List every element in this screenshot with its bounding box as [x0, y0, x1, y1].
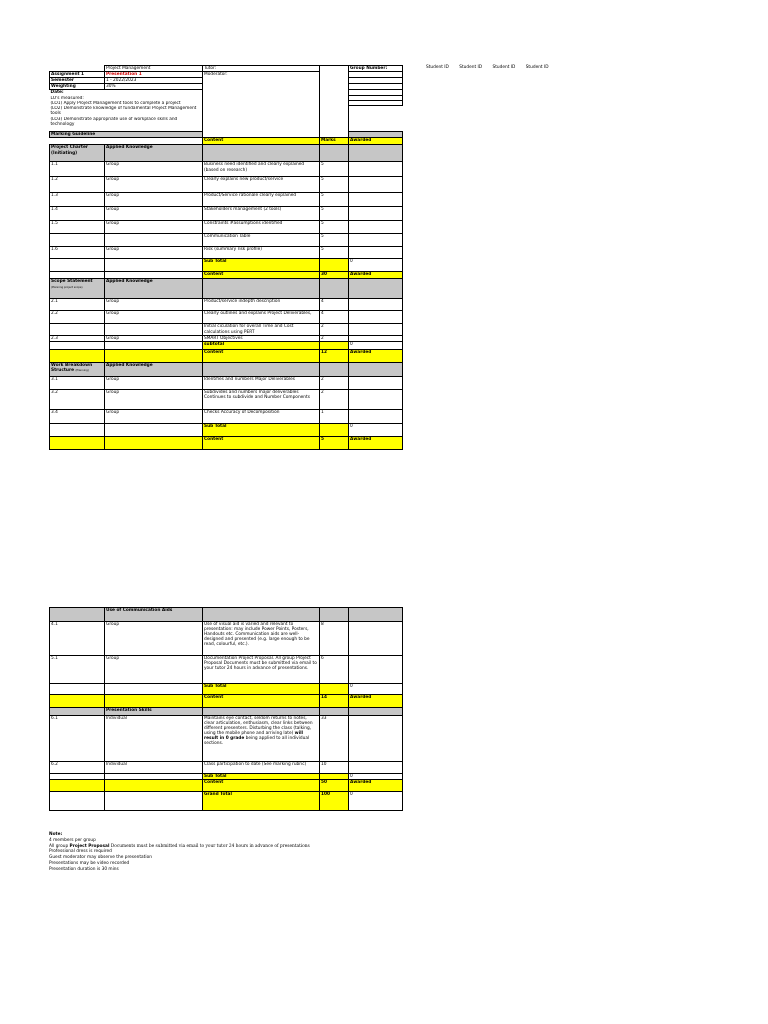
note-line: Guest moderator may observe the presentation: [49, 855, 152, 861]
criterion-id: 4.1: [50, 622, 105, 656]
lo1-text: (LO1) Apply Project Management tools to complete a project: [50, 100, 181, 106]
criterion-description: Business need identified and clearly explained (based on research): [203, 162, 320, 177]
criterion-id: 6.1: [50, 716, 105, 762]
awarded-input[interactable]: [349, 311, 403, 324]
table-row: [50, 324, 403, 335]
criterion-description: Product/service indepth description: [203, 299, 320, 311]
criterion-marks: 5: [320, 162, 349, 177]
awarded-input[interactable]: [349, 193, 403, 207]
criterion-marks: 4: [320, 299, 349, 311]
note-line: 4 members per group: [49, 837, 96, 843]
table-row: [50, 221, 403, 234]
criterion-id: 1.4: [50, 207, 105, 221]
criterion-marks: 2: [320, 376, 349, 389]
content-marks-total: 14: [320, 695, 349, 708]
criterion-id: [50, 234, 105, 247]
criterion-id: 3.1: [50, 376, 105, 389]
criterion-id: 3.4: [50, 409, 105, 423]
table-row: [50, 193, 403, 207]
awarded-input[interactable]: [349, 247, 403, 259]
criterion-description: Use of visual aid is varied and relevant to presentation: may include Power Points, Posters, Handouts etc. Communication aids are well-designed and presented (e.g. large enough to be read, colourful, etc.).: [203, 622, 320, 656]
group-number-label: Group Number:: [349, 66, 403, 72]
criterion-description: Identifies and numbers Major Deliverables: [203, 376, 320, 389]
criterion-id: [50, 324, 105, 335]
applied-knowledge-label: Applied Knowledge: [105, 145, 203, 162]
student-id-label: Student ID: [492, 65, 516, 70]
criterion-marks: 2: [320, 389, 349, 409]
criterion-description: Constraints #assumptions identified: [203, 221, 320, 234]
subtotal-value: 0: [349, 774, 403, 780]
criterion-marks: 8: [320, 622, 349, 656]
criterion-type: Group: [105, 376, 203, 389]
criterion-description: Risk (summary risk profile): [203, 247, 320, 259]
awarded-input[interactable]: [349, 299, 403, 311]
awarded-input[interactable]: [349, 324, 403, 335]
subtotal-value: 0: [349, 684, 403, 695]
criterion-id: 1.1: [50, 162, 105, 177]
criterion-description: Clearly outlines and explains Project Deliverables,: [203, 311, 320, 324]
awarded-input[interactable]: [349, 762, 403, 774]
date-label: Date:: [50, 90, 64, 96]
subtotal-value: 0: [349, 341, 403, 349]
awarded-input[interactable]: [349, 389, 403, 409]
applied-knowledge-label: Applied Knowledge: [105, 279, 203, 299]
criterion-type: Group: [105, 162, 203, 177]
note-line: Presentations may be video recorded: [49, 860, 130, 866]
criterion-description: Communication Table: [203, 234, 320, 247]
subtotal-value: 0: [349, 423, 403, 436]
awarded-input[interactable]: [349, 162, 403, 177]
note-line: All group Project Proposal Documents must be submitted via email to your tutor 24 hours in advance of presentations: [49, 843, 310, 849]
notes-block: [49, 832, 379, 873]
assignment-value: Presentation 1: [105, 72, 203, 78]
moderator-cell: [203, 72, 320, 138]
criterion-type: Individual: [105, 762, 203, 774]
section-title-scope-statement: Scope Statement (Planning project scope): [50, 279, 105, 299]
zero-grade-warning: will result in 0 grade: [204, 731, 304, 742]
content-header: Content: [203, 780, 320, 792]
subtotal-label: Sub Total: [203, 259, 320, 272]
content-marks-total: 50: [320, 780, 349, 792]
student-id-label: Student ID: [459, 65, 483, 70]
table-row: [50, 234, 403, 247]
content-marks-total: 5: [320, 436, 349, 449]
table-row: [50, 376, 403, 389]
criterion-description: SMART Objectives: [203, 335, 320, 341]
criterion-marks: 5: [320, 177, 349, 193]
criterion-type: Group: [105, 207, 203, 221]
awarded-input[interactable]: [349, 622, 403, 656]
criterion-marks: 2: [320, 335, 349, 341]
awarded-input[interactable]: [349, 656, 403, 684]
table-row: [50, 247, 403, 259]
criterion-marks: 5: [320, 234, 349, 247]
content-header: Content: [203, 272, 320, 279]
criterion-marks: 33: [320, 716, 349, 762]
criterion-type: Group: [105, 389, 203, 409]
table-row: [50, 311, 403, 324]
lo-title: LO's measured:: [50, 95, 84, 101]
content-marks-total: 12: [320, 349, 349, 362]
content-marks-total: 30: [320, 272, 349, 279]
criterion-id: 2.2: [50, 311, 105, 324]
content-header: Content: [203, 695, 320, 708]
lo2-text: (LO2) Demonstrate knowledge of fundamental Project Management tools: [50, 105, 197, 116]
criterion-type: Group: [105, 221, 203, 234]
criterion-marks: 5: [320, 247, 349, 259]
awarded-input[interactable]: [349, 221, 403, 234]
criterion-type: Individual: [105, 716, 203, 762]
criterion-description: Product/Service rationale clearly explained: [203, 193, 320, 207]
criterion-type: Group: [105, 622, 203, 656]
marking-sheet-top: [49, 65, 402, 450]
content-header: Content: [203, 138, 320, 145]
tutor-label: Tutor:: [203, 66, 320, 72]
criterion-id: 5.1: [50, 656, 105, 684]
criterion-id: 3.2: [50, 389, 105, 409]
content-header: Content: [203, 436, 320, 449]
criterion-marks: 5: [320, 207, 349, 221]
criterion-description: Clearly explains new product/service: [203, 177, 320, 193]
table-row: [50, 299, 403, 311]
marking-table-bottom: [49, 607, 403, 811]
criterion-marks: 10: [320, 762, 349, 774]
assignment-label: Assignment 1: [50, 72, 105, 78]
awarded-input[interactable]: [349, 409, 403, 423]
section-title-communication-aids: Use of Communication Aids: [105, 608, 203, 622]
table-row: [50, 409, 403, 423]
notes-title: Note:: [49, 832, 63, 837]
awarded-input[interactable]: [349, 177, 403, 193]
criterion-type: Group: [105, 311, 203, 324]
criterion-type: Group: [105, 247, 203, 259]
criterion-type: Group: [105, 409, 203, 423]
criterion-marks: 4: [320, 311, 349, 324]
awarded-header: Awarded: [349, 349, 403, 362]
table-row: [50, 716, 403, 762]
student-id-label: Student ID: [426, 65, 449, 70]
criterion-marks: 1: [320, 409, 349, 423]
awarded-input[interactable]: [349, 716, 403, 762]
criterion-marks: 2: [320, 324, 349, 335]
criterion-id: 1.3: [50, 193, 105, 207]
module-name: Project Management: [105, 66, 203, 72]
marking-guideline-label: Marking Guideline: [50, 132, 203, 138]
criterion-type: Group: [105, 177, 203, 193]
lo3-text: (LO3) Demonstrate appropriate use of workplace skills and technology: [50, 116, 178, 127]
weighting-value: 30%: [105, 84, 203, 90]
criterion-id: 1.6: [50, 247, 105, 259]
table-row: [50, 389, 403, 409]
criterion-marks: 5: [320, 193, 349, 207]
section-subtitle: (Planning project scope): [51, 285, 83, 289]
weighting-label: Weighting: [50, 84, 105, 90]
subtotal-label: Sub Total: [203, 423, 320, 436]
note-line: Professional dress is required: [49, 849, 112, 855]
section-subtitle: (Planning): [75, 368, 89, 372]
semester-value: 1 - 2022/2023: [105, 78, 203, 84]
criterion-id: 1.5: [50, 221, 105, 234]
awarded-header: Awarded: [349, 272, 403, 279]
criterion-type: Group: [105, 299, 203, 311]
student-id-label: Student ID: [525, 65, 549, 70]
subtotal-label: subtotal: [203, 341, 320, 349]
moderator-label: Moderator:: [204, 72, 228, 78]
table-row: [50, 762, 403, 774]
awarded-input[interactable]: [349, 207, 403, 221]
subtotal-label: Sub Total: [203, 774, 320, 780]
criterion-type: Group: [105, 656, 203, 684]
section-title-wbs: Work Breakdown Structure (Planning): [50, 362, 105, 376]
awarded-header: Awarded: [349, 695, 403, 708]
criterion-description: Initial ciculation for overall Time and Cost calculations using PERT: [203, 324, 320, 335]
marks-header: Marks: [320, 138, 349, 145]
awarded-header: Awarded: [349, 780, 403, 792]
content-header: Content: [203, 349, 320, 362]
table-row: [50, 656, 403, 684]
awarded-header: Awarded: [349, 138, 403, 145]
awarded-input[interactable]: [349, 376, 403, 389]
marking-sheet-bottom: [49, 607, 402, 811]
grand-total-label: Grand Total: [203, 792, 320, 811]
criterion-description: Subdivides and numbers major deliverables Continues to subdivide and Number Components: [203, 389, 320, 409]
awarded-header: Awarded: [349, 436, 403, 449]
criterion-marks: 6: [320, 656, 349, 684]
criterion-id: 2.3: [50, 335, 105, 341]
criterion-id: 2.1: [50, 299, 105, 311]
criterion-type: Group: [105, 193, 203, 207]
student-id-headers: [426, 65, 566, 70]
criterion-description: Stakeholders management (2 tools): [203, 207, 320, 221]
table-row: [50, 177, 403, 193]
applied-knowledge-label: Applied Knowledge: [105, 362, 203, 376]
semester-label: Semester: [50, 78, 105, 84]
section-title-project-charter: Project Charter (Initiating): [50, 145, 105, 162]
criterion-description: Checks Accuracy of Decomposition: [203, 409, 320, 423]
criterion-marks: 5: [320, 221, 349, 234]
table-row: [50, 207, 403, 221]
awarded-input[interactable]: [349, 234, 403, 247]
criterion-description: Documentation Project Proposal. All group Project Proposal Documents must be submitted via email to your tutor 24 hours in advance of presentations.: [203, 656, 320, 684]
criterion-description: Maintains eye contact, seldom returns to notes, clear articulation, enthusiasm, clear links between different presenters. Disturbing the class (talking, using the mobile phone and arriving late) will result in 0 grade being applied to all individual sections.: [203, 716, 320, 762]
criterion-id: 6.2: [50, 762, 105, 774]
criterion-type: Group: [105, 335, 203, 341]
table-row: [50, 162, 403, 177]
subtotal-label: Sub Total: [203, 684, 320, 695]
criterion-description: Class participation to date (See marking rubric): [203, 762, 320, 774]
table-row: [50, 622, 403, 656]
note-line: Presentation duration is 30 mins: [49, 866, 119, 872]
marking-table-top: [49, 65, 403, 450]
section-title-presentation-skills: Presentation Skills: [105, 708, 203, 716]
grand-total-awarded: 0: [349, 792, 403, 811]
header-blank-column: [320, 66, 349, 138]
subtotal-value: 0: [349, 259, 403, 272]
grand-total-marks: 100: [320, 792, 349, 811]
criterion-id: 1.2: [50, 177, 105, 193]
